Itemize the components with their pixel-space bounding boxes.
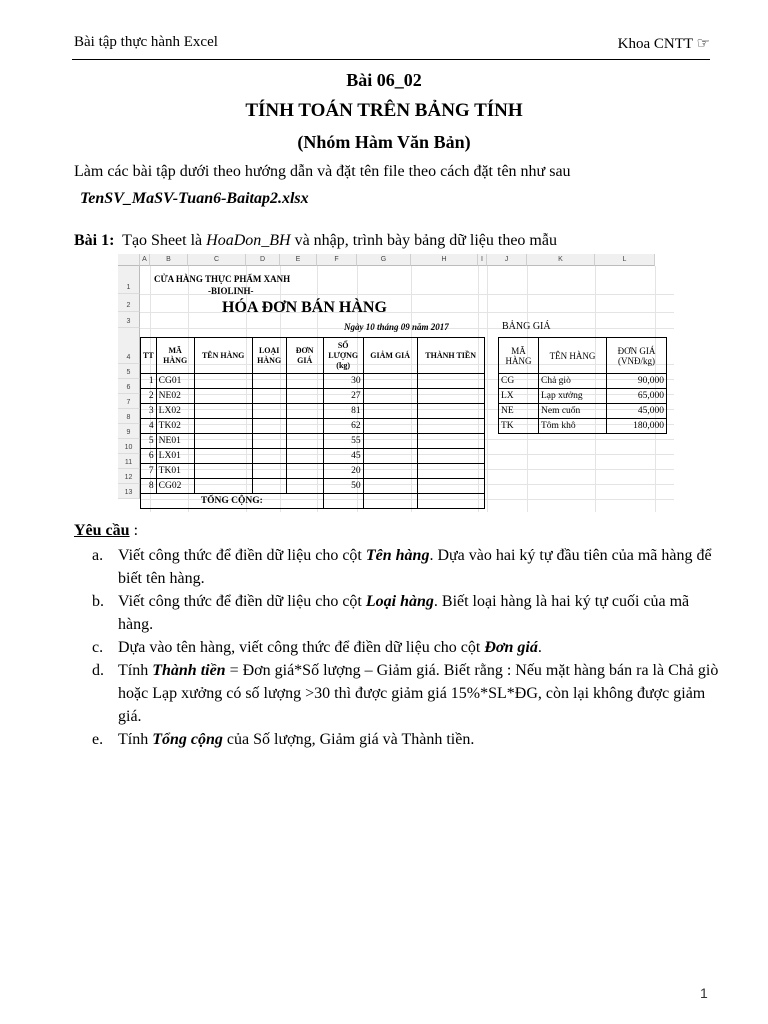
price-col-ten: TÊN HÀNG xyxy=(539,338,607,374)
row-header: 9 xyxy=(118,424,140,439)
total-label: TỔNG CỘNG: xyxy=(141,494,324,509)
table-cell xyxy=(363,434,417,449)
shop-subname: -BIOLINH- xyxy=(208,286,254,296)
column-header: H xyxy=(411,254,478,266)
table-cell xyxy=(286,479,323,494)
table-cell: NE01 xyxy=(156,434,194,449)
table-row xyxy=(141,464,485,479)
table-cell: 4 xyxy=(141,419,157,434)
item-emphasis: Loại hàng xyxy=(365,593,434,610)
table-cell: LX xyxy=(499,389,539,404)
table-cell: 45 xyxy=(323,449,363,464)
col-don-gia: ĐƠN GIÁ xyxy=(286,338,323,374)
item-text: . xyxy=(537,639,542,656)
table-cell: 90,000 xyxy=(607,374,667,389)
item-letter: c. xyxy=(92,639,104,656)
row-header: 2 xyxy=(118,294,140,312)
table-cell: NE02 xyxy=(156,389,194,404)
gridline xyxy=(140,312,674,313)
bai1-text-a: Tạo Sheet là xyxy=(122,232,207,249)
column-header: K xyxy=(527,254,595,266)
table-cell xyxy=(286,419,323,434)
column-header: A xyxy=(140,254,150,266)
table-cell xyxy=(363,419,417,434)
table-cell: 5 xyxy=(141,434,157,449)
col-giam-gia: GIẢM GIÁ xyxy=(363,338,417,374)
exercise-title: TÍNH TOÁN TRÊN BẢNG TÍNH xyxy=(245,100,523,121)
table-cell xyxy=(417,374,484,389)
table-cell xyxy=(252,419,286,434)
table-cell xyxy=(252,389,286,404)
table-cell xyxy=(417,434,484,449)
table-cell: 50 xyxy=(323,479,363,494)
item-text: Tính xyxy=(118,731,153,748)
table-cell: 3 xyxy=(141,404,157,419)
item-emphasis: Tên hàng xyxy=(365,547,430,564)
invoice-title: HÓA ĐƠN BÁN HÀNG xyxy=(222,299,387,316)
table-row xyxy=(141,374,485,389)
table-cell: 180,000 xyxy=(607,419,667,434)
price-row xyxy=(499,404,667,419)
table-cell xyxy=(194,464,252,479)
header-right: Khoa CNTT ☞ xyxy=(617,36,710,52)
item-letter: d. xyxy=(92,662,104,679)
invoice-date: Ngày 10 tháng 09 năm 2017 xyxy=(344,322,449,332)
column-header: L xyxy=(595,254,655,266)
bai1-text-b: và nhập, trình bày bảng dữ liệu theo mẫu xyxy=(290,232,557,249)
table-cell xyxy=(286,449,323,464)
col-tt: TT xyxy=(141,338,157,374)
column-header: G xyxy=(357,254,411,266)
table-cell xyxy=(194,449,252,464)
table-cell xyxy=(363,389,417,404)
table-cell xyxy=(417,479,484,494)
item-emphasis: Thành tiền xyxy=(152,662,226,679)
table-cell: LX02 xyxy=(156,404,194,419)
table-cell xyxy=(417,494,484,509)
table-cell xyxy=(252,464,286,479)
bai1-line xyxy=(74,232,557,250)
table-cell: 6 xyxy=(141,449,157,464)
column-header: I xyxy=(478,254,487,266)
table-cell: TK01 xyxy=(156,464,194,479)
table-cell: Lạp xưởng xyxy=(539,389,607,404)
spreadsheet-screenshot xyxy=(118,254,674,512)
item-text: Dựa vào tên hàng, viết công thức để điền dữ liệu cho cột xyxy=(118,639,485,656)
row-header: 7 xyxy=(118,394,140,409)
requirement-item xyxy=(92,659,722,728)
requirement-item xyxy=(92,590,722,636)
table-row xyxy=(141,404,485,419)
shop-name: CỬA HÀNG THỰC PHẨM XANH xyxy=(154,274,291,284)
table-cell xyxy=(417,464,484,479)
page-number: 1 xyxy=(700,985,708,1001)
row-header: 13 xyxy=(118,484,140,499)
table-cell xyxy=(363,404,417,419)
col-thanh-tien: THÀNH TIỀN xyxy=(417,338,484,374)
col-ma-hang: MÃ HÀNG xyxy=(156,338,194,374)
table-cell xyxy=(363,479,417,494)
requirement-item xyxy=(92,636,722,659)
item-text: Viết công thức để điền dữ liệu cho cột xyxy=(118,547,366,564)
requirements-heading xyxy=(74,522,138,540)
bai1-sheet-name: HoaDon_BH xyxy=(206,232,291,249)
price-row xyxy=(499,389,667,404)
requirement-item xyxy=(92,544,722,590)
table-cell xyxy=(417,389,484,404)
item-letter: e. xyxy=(92,731,104,748)
item-text: Viết công thức để điền dữ liệu cho cột xyxy=(118,593,366,610)
column-header: D xyxy=(246,254,280,266)
table-cell xyxy=(363,374,417,389)
table-cell xyxy=(194,404,252,419)
column-header: J xyxy=(487,254,527,266)
table-row xyxy=(141,434,485,449)
table-cell xyxy=(286,374,323,389)
table-cell: TK xyxy=(499,419,539,434)
table-cell xyxy=(286,404,323,419)
price-table xyxy=(498,337,667,434)
row-header: 4 xyxy=(118,328,140,364)
item-text: = Đơn giá*Số lượng – Giảm giá. Biết rằng : Nếu mặt hàng bán ra là Chả giò hoặc Lạp xưởng có số lượng >30 thì được giảm giá 15%*SL*ĐG, còn lại không được giảm giá. xyxy=(118,662,719,725)
total-row xyxy=(141,494,485,509)
gridline xyxy=(487,266,488,512)
item-letter: a. xyxy=(92,547,104,564)
row-header: 5 xyxy=(118,364,140,379)
requirements-title: Yêu cầu xyxy=(74,522,130,539)
table-cell: 55 xyxy=(323,434,363,449)
table-cell: 1 xyxy=(141,374,157,389)
table-cell xyxy=(363,464,417,479)
price-table-title: BẢNG GIÁ xyxy=(502,321,551,332)
table-cell xyxy=(194,419,252,434)
table-cell: 2 xyxy=(141,389,157,404)
header-left: Bài tập thực hành Excel xyxy=(74,34,218,50)
item-text: . Dựa vào hai ký tự đầu tiên của mã hàng để biết tên hàng. xyxy=(118,547,712,587)
table-cell xyxy=(252,434,286,449)
item-letter: b. xyxy=(92,593,104,610)
column-header: C xyxy=(188,254,246,266)
row-header: 3 xyxy=(118,312,140,328)
table-cell xyxy=(194,479,252,494)
col-loai-hang: LOẠI HÀNG xyxy=(252,338,286,374)
table-cell: 65,000 xyxy=(607,389,667,404)
table-cell: 27 xyxy=(323,389,363,404)
column-header: F xyxy=(317,254,357,266)
table-cell xyxy=(252,404,286,419)
table-cell xyxy=(286,434,323,449)
requirement-item xyxy=(92,728,722,751)
row-header: 11 xyxy=(118,454,140,469)
table-cell xyxy=(194,389,252,404)
header-rule xyxy=(72,59,710,60)
price-row xyxy=(499,419,667,434)
table-cell: 20 xyxy=(323,464,363,479)
table-cell: LX01 xyxy=(156,449,194,464)
table-cell xyxy=(363,449,417,464)
table-cell: 62 xyxy=(323,419,363,434)
table-cell xyxy=(194,434,252,449)
table-cell: 45,000 xyxy=(607,404,667,419)
item-emphasis: Đơn giá xyxy=(484,639,538,656)
table-cell xyxy=(286,464,323,479)
table-cell: CG01 xyxy=(156,374,194,389)
table-cell xyxy=(252,449,286,464)
table-cell: NE xyxy=(499,404,539,419)
item-text: . Biết loại hàng là hai ký tự cuối của mã hàng. xyxy=(118,593,690,633)
requirements-list xyxy=(92,544,722,751)
requirements-colon: : xyxy=(129,522,139,539)
exercise-number: Bài 06_02 xyxy=(346,70,422,90)
table-row xyxy=(141,389,485,404)
item-text: Tính xyxy=(118,662,153,679)
table-cell: CG xyxy=(499,374,539,389)
table-cell: TK02 xyxy=(156,419,194,434)
table-cell: 30 xyxy=(323,374,363,389)
table-cell xyxy=(194,374,252,389)
table-cell xyxy=(417,449,484,464)
table-cell: Tôm khô xyxy=(539,419,607,434)
table-cell xyxy=(417,419,484,434)
col-ten-hang: TÊN HÀNG xyxy=(194,338,252,374)
corner-cell xyxy=(118,254,140,266)
row-header: 1 xyxy=(118,266,140,294)
row-header: 12 xyxy=(118,469,140,484)
invoice-table xyxy=(140,337,485,509)
table-cell: 81 xyxy=(323,404,363,419)
table-cell xyxy=(286,389,323,404)
item-text: của Số lượng, Giảm giá và Thành tiền. xyxy=(222,731,475,748)
price-row xyxy=(499,374,667,389)
bai1-label: Bài 1: xyxy=(74,232,115,249)
table-row xyxy=(141,419,485,434)
exercise-subtitle: (Nhóm Hàm Văn Bản) xyxy=(297,132,471,152)
page-header xyxy=(74,34,710,62)
table-row xyxy=(141,479,485,494)
column-header: E xyxy=(280,254,317,266)
price-col-gia: ĐƠN GIÁ (VNĐ/kg) xyxy=(607,338,667,374)
column-header: B xyxy=(150,254,188,266)
table-cell: CG02 xyxy=(156,479,194,494)
item-emphasis: Tổng cộng xyxy=(152,731,223,748)
row-header: 10 xyxy=(118,439,140,454)
table-cell xyxy=(323,494,363,509)
intro-text: Làm các bài tập dưới theo hướng dẫn và đặt tên file theo cách đặt tên như sau xyxy=(74,163,571,180)
table-cell: 7 xyxy=(141,464,157,479)
file-name: TenSV_MaSV-Tuan6-Baitap2.xlsx xyxy=(80,190,309,207)
table-cell xyxy=(252,374,286,389)
price-col-ma: MÃ HÀNG xyxy=(499,338,539,374)
row-header: 8 xyxy=(118,409,140,424)
table-cell xyxy=(252,479,286,494)
row-header: 6 xyxy=(118,379,140,394)
table-cell: Chả giò xyxy=(539,374,607,389)
table-cell: Nem cuốn xyxy=(539,404,607,419)
table-cell: 8 xyxy=(141,479,157,494)
col-so-luong: SỐ LƯỢNG (kg) xyxy=(323,338,363,374)
table-row xyxy=(141,449,485,464)
table-cell xyxy=(363,494,417,509)
table-cell xyxy=(417,404,484,419)
